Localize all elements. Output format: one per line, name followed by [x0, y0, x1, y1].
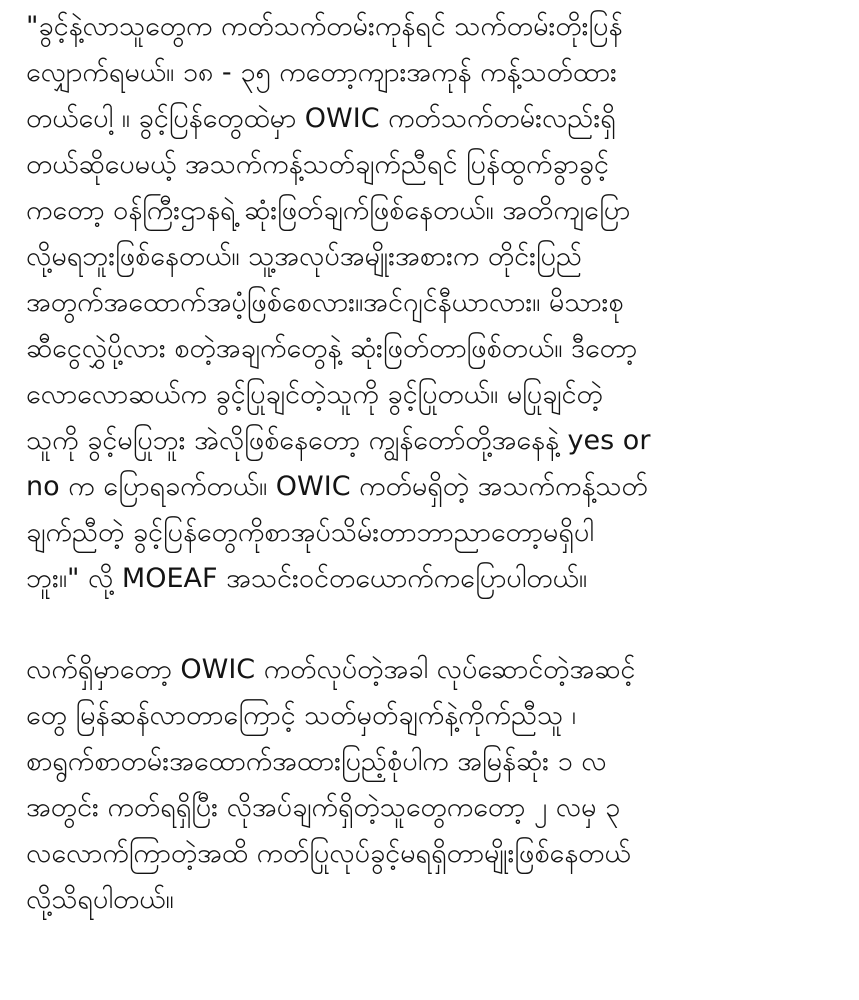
text-line: ချက်ညီတဲ့ ခွင့်ပြန်တွေကိုစာအုပ်သိမ်းတာဘာညာတော့မရှိပါ	[26, 517, 594, 548]
text-line: လက်ရှိမှာတော့ OWIC ကတ်လုပ်တဲ့အခါ လုပ်ဆောင်တဲ့အဆင့်	[26, 654, 636, 685]
info-paragraph	[26, 647, 843, 923]
text-line: တယ်ဆိုပေမယ့် အသက်ကန့်သတ်ချက်ညီရင် ပြန်ထွက်ခွာခွင့်	[26, 149, 609, 180]
text-line: "ခွင့်နဲ့လာသူတွေက ကတ်သက်တမ်းကုန်ရင် သက်တမ်းတိုးပြန်	[26, 11, 623, 42]
text-line: အတွင်း ကတ်ရရှိပြီး လိုအပ်ချက်ရှိတဲ့သူတွေကတော့ ၂ လမှ ၃	[26, 792, 621, 823]
text-line: ဘူး။" လို့ MOEAF အသင်းဝင်တယောက်ကပြောပါတယ်။	[26, 563, 588, 594]
text-line: လို့သိရပါတယ်။	[26, 884, 174, 915]
text-line: လျှောက်ရမယ်။ ၁၈ - ၃၅ ကတော့ကျားအကုန် ကန့်သတ်ထား	[26, 57, 617, 88]
text-line: အတွက်အထောက်အပံ့ဖြစ်စေလား။အင်ဂျင်နီယာလား။ မိသားစု	[26, 287, 624, 318]
text-line: လို့မရဘူးဖြစ်နေတယ်။ သူ့အလုပ်အမျိုးအစားက တိုင်းပြည်	[26, 241, 583, 272]
text-line: သူကို ခွင့်မပြုဘူး အဲလိုဖြစ်နေတော့ ကျွန်တော်တို့အနေနဲ့ yes or	[26, 425, 651, 456]
text-line: no က ပြောရခက်တယ်။ OWIC ကတ်မရှိတဲ့ အသက်ကန့်သတ်	[26, 471, 648, 502]
paragraph-spacer	[26, 602, 843, 647]
text-line: ဆီငွေလွှဲပို့လား စတဲ့အချက်တွေနဲ့ ဆုံးဖြတ်တာဖြစ်တယ်။ ဒီတော့	[26, 333, 638, 364]
text-line: ကတော့ ဝန်ကြီးဌာနရဲ့ ဆုံးဖြတ်ချက်ဖြစ်နေတယ်။ အတိကျပြော	[26, 195, 631, 226]
text-line: စာရွက်စာတမ်းအထောက်အထားပြည့်စုံပါက အမြန်ဆုံး ၁ လ	[26, 746, 607, 777]
text-line: တယ်ပေါ့ ။ ခွင့်ပြန်တွေထဲမှာ OWIC ကတ်သက်တမ်းလည်းရှိ	[26, 103, 616, 134]
text-line: လလောက်ကြာတဲ့အထိ ကတ်ပြုလုပ်ခွင့်မရရှိတာမျိုးဖြစ်နေတယ်	[26, 838, 631, 869]
text-line: တွေ မြန်ဆန်လာတာကြောင့် သတ်မှတ်ချက်နဲ့ကိုက်ညီသူ ၊	[26, 700, 577, 731]
quote-paragraph	[26, 4, 843, 602]
text-line: လောလောဆယ်က ခွင့်ပြုချင်တဲ့သူကို ခွင့်ပြုတယ်။ မပြုချင်တဲ့	[26, 379, 603, 410]
